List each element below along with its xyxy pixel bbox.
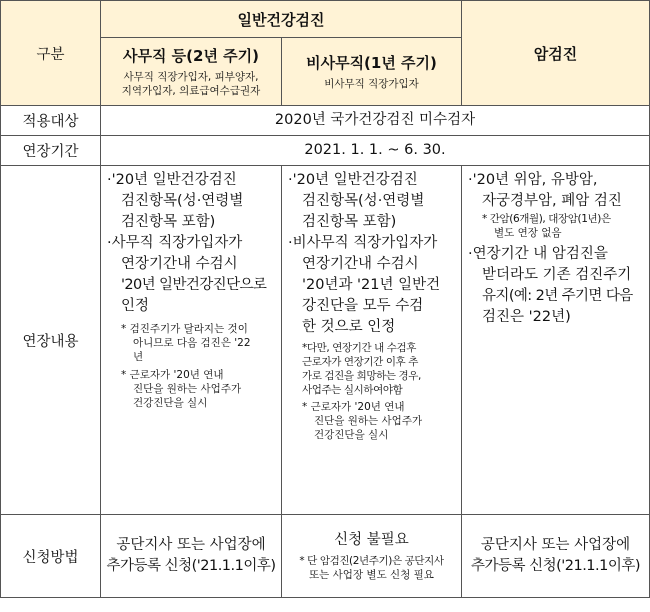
apply-cancer-line-1: 공단지사 또는 사업장에: [480, 537, 631, 553]
nonoffice-note-7: 건강진단을 실시: [314, 429, 389, 441]
office-line-7: 인정: [121, 298, 150, 314]
period-label: 연장기간: [22, 144, 79, 160]
header-office-title: 사무직 등(2년 주기): [122, 47, 260, 65]
cancer-line-5: 유지(예: 2년 주기면 다음: [482, 288, 633, 304]
office-note-2: 아니므로 다음 검진은 '22: [133, 337, 251, 349]
cancer-line-4: 받더라도 기존 검진주기: [482, 267, 632, 283]
target-label: 적용대상: [22, 114, 79, 130]
period-value: 2021. 1. 1. ~ 6. 30.: [304, 142, 446, 158]
nonoffice-line-2: 검진항목(성·연령별: [302, 193, 425, 209]
office-line-3: 검진항목 포함): [121, 214, 216, 230]
row-content-label: [0, 165, 101, 515]
row-target-label: [0, 105, 101, 136]
nonoffice-note-4: 사업주는 실시하여야함: [302, 384, 403, 396]
cancer-line-3: ·연장기간 내 암검진을: [468, 246, 608, 262]
nonoffice-line-4: ·비사무직 직장가입자가: [288, 235, 438, 251]
header-category: [0, 0, 101, 106]
header-office: [100, 37, 282, 106]
nonoffice-line-1: ·'20년 일반건강검진: [288, 172, 418, 188]
office-note-5: 진단을 원하는 사업주가: [133, 383, 242, 395]
nonoffice-line-7: 강진단을 모두 수검: [302, 298, 424, 314]
header-general-checkup-label: 일반건강검진: [237, 10, 325, 29]
header-nonoffice-title: 비사무직(1년 주기): [306, 54, 437, 72]
nonoffice-note-2: 근로자가 연장기간 이후 추: [302, 356, 418, 368]
nonoffice-note-6: 진단을 원하는 사업주가: [314, 415, 423, 427]
office-line-6: '20년 일반건강진단으로: [121, 277, 267, 293]
cancer-line-2: 자궁경부암, 폐암 검진: [482, 193, 622, 209]
apply-nonoffice: [281, 514, 462, 598]
apply-office-line-2: 추가등록 신청('21.1.1이후): [106, 558, 276, 574]
office-line-1: ·'20년 일반건강검진: [107, 172, 237, 188]
office-line-5: 연장기간내 수검시: [121, 256, 238, 272]
nonoffice-line-3: 검진항목 포함): [302, 214, 397, 230]
apply-cancer-line-2: 추가등록 신청('21.1.1이후): [470, 558, 641, 574]
nonoffice-note-3: 가로 검진을 희망하는 경우,: [302, 370, 421, 382]
cancer-line-6: 검진은 '22년): [482, 309, 571, 325]
office-line-2: 검진항목(성·연령별: [121, 193, 244, 209]
apply-cancer: [461, 514, 650, 598]
row-target-value: [100, 105, 650, 136]
cancer-line-1: ·'20년 위암, 유방암,: [468, 172, 598, 188]
target-value: 2020년 국가건강검진 미수검자: [274, 112, 476, 128]
apply-label: 신청방법: [22, 549, 79, 566]
content-office: [100, 165, 282, 515]
nonoffice-line-6: '20년과 '21년 일반건: [302, 277, 441, 293]
header-office-sub-1: 사무직 직장가입자, 피부양자,: [123, 71, 259, 83]
row-apply-label: [0, 514, 101, 598]
nonoffice-note-5: * 근로자가 '20년 연내: [302, 401, 405, 413]
header-cancer-label: 암검진: [533, 44, 578, 63]
nonoffice-note-1: *다만, 연장기간 내 수검후: [302, 342, 417, 354]
office-note-4: * 근로자가 '20년 연내: [121, 369, 224, 381]
nonoffice-line-8: 한 것으로 인정: [302, 319, 396, 335]
apply-office-line-1: 공단지사 또는 사업장에: [116, 537, 266, 553]
row-period-value: [100, 135, 650, 166]
content-label: 연장내용: [22, 333, 79, 350]
apply-nonoffice-note-2: 또는 사업장 별도 신청 필요: [309, 569, 434, 581]
apply-nonoffice-main: 신청 불필요: [334, 532, 409, 548]
nonoffice-line-5: 연장기간내 수검시: [302, 256, 419, 272]
office-note-3: 년: [133, 351, 144, 363]
content-nonoffice: [281, 165, 462, 515]
office-line-4: ·사무직 직장가입자가: [107, 235, 243, 251]
header-category-label: 구분: [36, 46, 65, 63]
header-office-sub-2: 지역가입자, 의료급여수급권자: [121, 85, 261, 97]
office-note-1: * 검진주기가 달라지는 것이: [121, 323, 248, 335]
row-period-label: [0, 135, 101, 166]
cancer-note-1: * 간암(6개월), 대장암(1년)은: [482, 213, 611, 225]
content-cancer: [461, 165, 650, 515]
header-nonoffice: [281, 37, 462, 106]
cancer-note-2: 별도 연장 없음: [494, 227, 562, 239]
header-general-checkup: [100, 0, 462, 38]
header-nonoffice-sub-1: 비사무직 직장가입자: [324, 78, 419, 90]
apply-nonoffice-note-1: * 단 암검진(2년주기)은 공단지사: [299, 555, 444, 567]
apply-office: [100, 514, 282, 598]
header-cancer: [461, 0, 650, 106]
office-note-6: 건강진단을 실시: [133, 397, 208, 409]
